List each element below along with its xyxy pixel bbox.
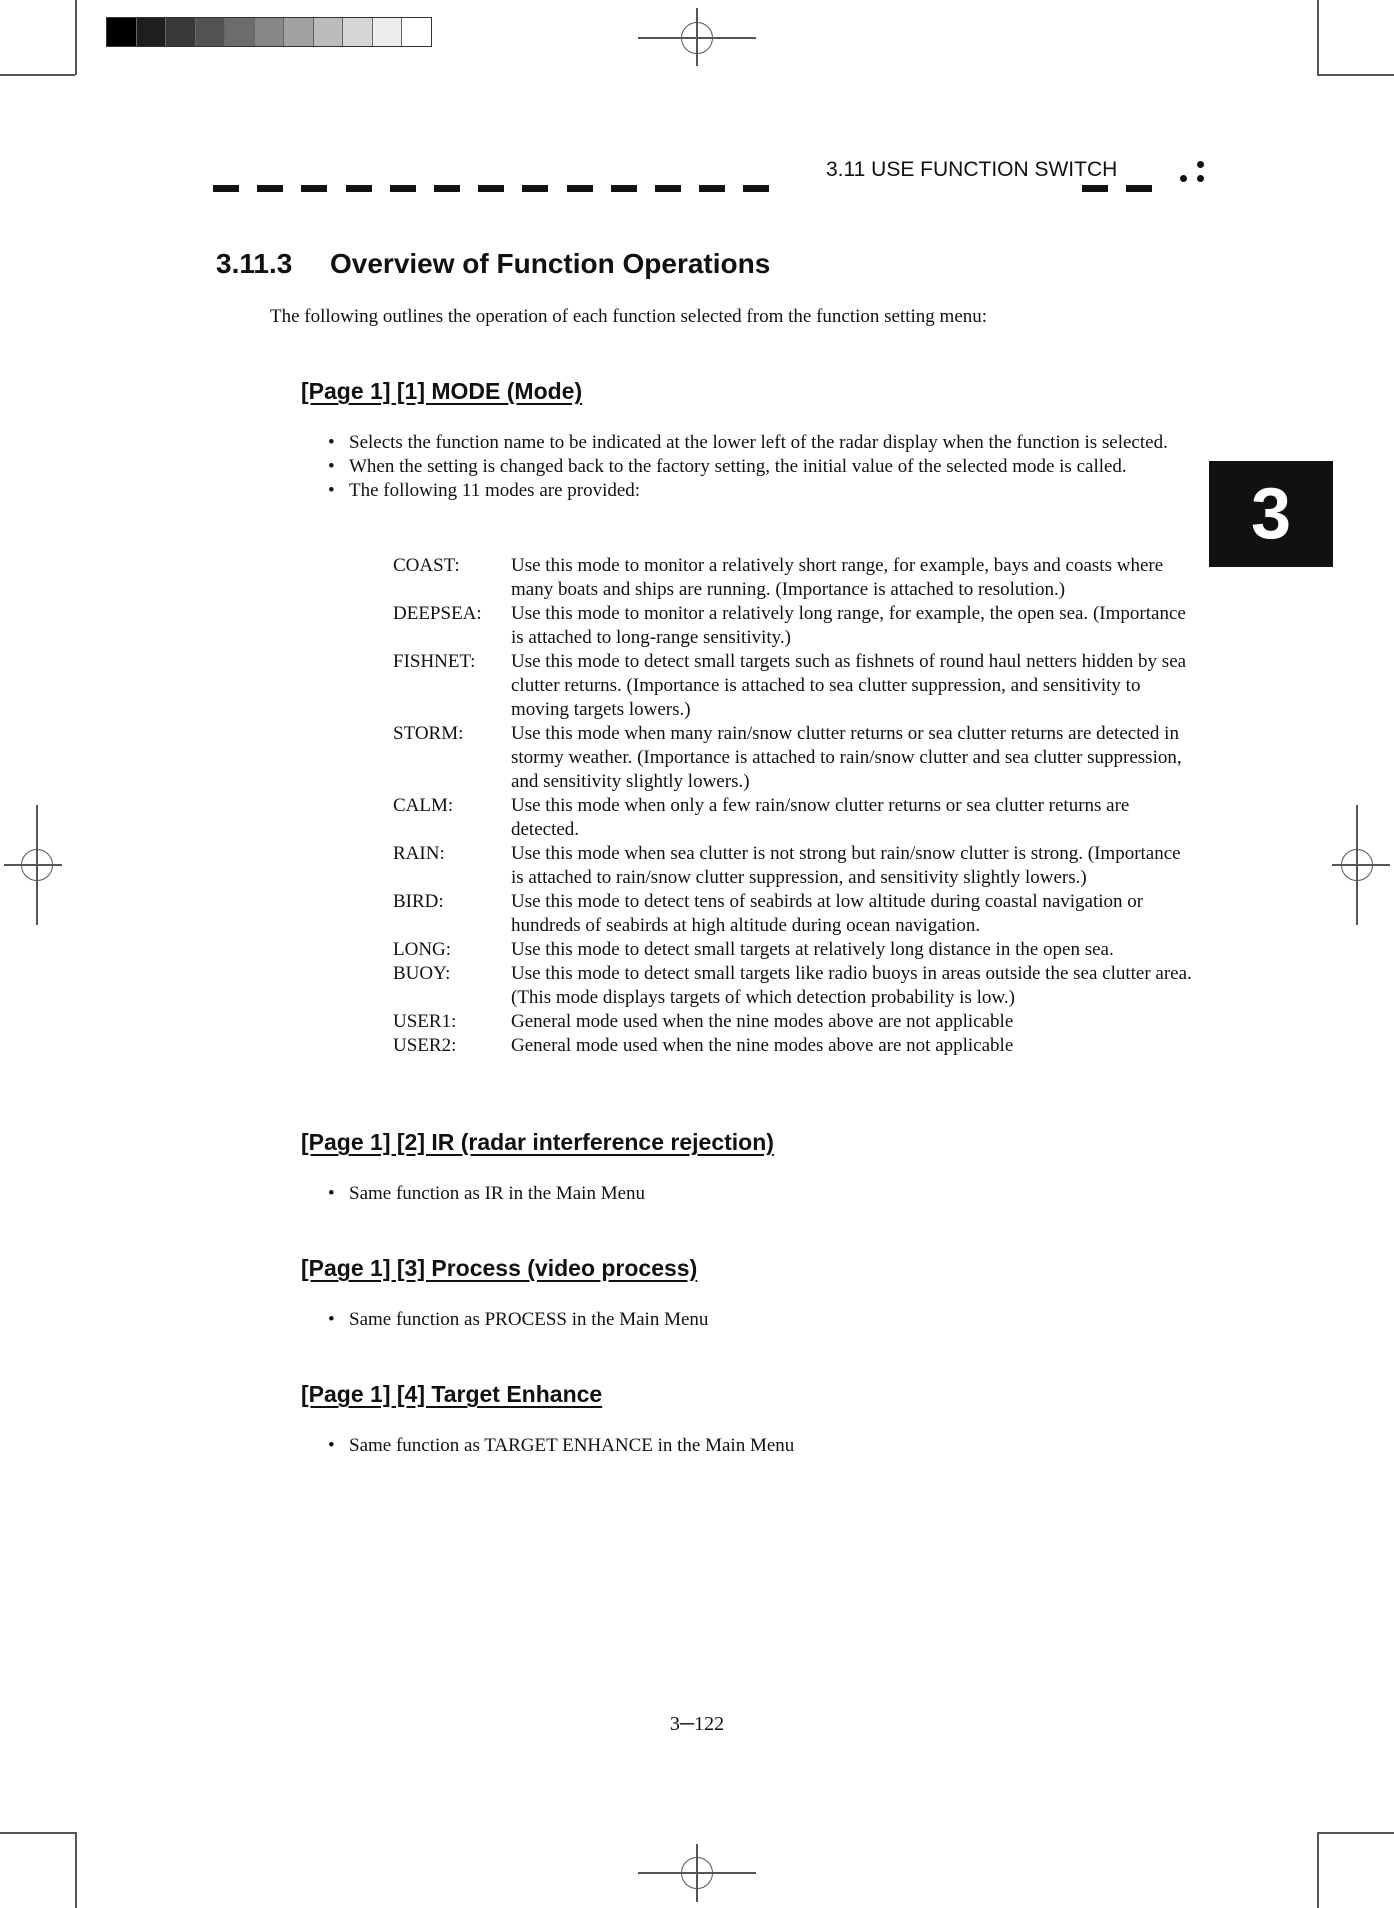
mode-row-rain [393, 842, 1193, 890]
mode-description: Use this mode to monitor a relatively short range, for example, bays and coasts where many boats and ships are running. (Importance is attached to resolution.) [511, 555, 1164, 600]
grayscale-swatch [136, 18, 166, 46]
mode-description: Use this mode to monitor a relatively long range, for example, the open sea. (Importance is attached to long-range sensitivity.) [511, 603, 1186, 648]
mode-name: COAST: [393, 555, 460, 576]
header-dash [611, 185, 637, 192]
mode-name: CALM: [393, 795, 454, 816]
mode-name: LONG: [393, 939, 452, 960]
list-item: • Same function as PROCESS in the Main Menu [328, 1308, 1198, 1332]
target-enhance-bullets [328, 1434, 1198, 1458]
mode-row-calm [393, 794, 1193, 842]
list-item: • When the setting is changed back to the factory setting, the initial value of the selected mode is called. [328, 455, 1198, 479]
page-number: 3─122 [669, 1713, 725, 1735]
header-dash [434, 185, 460, 192]
list-item: • Selects the function name to be indicated at the lower left of the radar display when the function is selected. [328, 431, 1198, 455]
process-bullets [328, 1308, 1198, 1332]
mode-description: Use this mode when sea clutter is not strong but rain/snow clutter is strong. (Importance is attached to rain/snow clutter suppression, and sensitivity slightly lowers.) [511, 843, 1181, 888]
target-enhance-heading: [Page 1] [4] Target Enhance [301, 1381, 603, 1407]
list-item: • Same function as IR in the Main Menu [328, 1182, 1198, 1206]
grayscale-swatch [401, 18, 431, 46]
mode-name: BUOY: [393, 963, 451, 984]
mode-description: Use this mode when many rain/snow clutter returns or sea clutter returns are detected in stormy weather. (Importance is attached to rain/snow clutter and sea clutter suppression, and sensitivity slightly lowers.) [511, 723, 1182, 792]
header-dash [346, 185, 372, 192]
grayscale-swatch [254, 18, 284, 46]
mode-name: RAIN: [393, 843, 445, 864]
header-dash [213, 185, 239, 192]
mode-name: USER2: [393, 1035, 457, 1056]
mode-list [393, 554, 1193, 1058]
mode-row-buoy [393, 962, 1193, 1010]
header-dash [567, 185, 593, 192]
mode-name: USER1: [393, 1011, 457, 1032]
mode-row-deepsea [393, 602, 1193, 650]
mode-name: BIRD: [393, 891, 444, 912]
section-number: 3.11.3 [216, 248, 293, 279]
mode-row-user2 [393, 1034, 1193, 1058]
header-dash [655, 185, 681, 192]
mode-row-fishnet [393, 650, 1193, 722]
list-item: • The following 11 modes are provided: [328, 479, 1198, 503]
section-intro: The following outlines the operation of each function selected from the function setting menu: [270, 306, 988, 327]
grayscale-swatch [342, 18, 372, 46]
header-dash [1126, 185, 1152, 192]
mode-bullets [328, 431, 1198, 503]
mode-row-long [393, 938, 1193, 962]
header-dash [1082, 185, 1108, 192]
grayscale-swatch [107, 18, 136, 46]
grayscale-bar [106, 17, 432, 47]
mode-row-bird [393, 890, 1193, 938]
chapter-tab: 3 [1209, 461, 1333, 567]
grayscale-swatch [313, 18, 343, 46]
mode-row-storm [393, 722, 1193, 794]
mode-description: Use this mode to detect small targets at relatively long distance in the open sea. [511, 939, 1114, 960]
mode-row-user1 [393, 1010, 1193, 1034]
mode-name: STORM: [393, 723, 464, 744]
process-heading: [Page 1] [3] Process (video process) [301, 1255, 698, 1281]
running-header: 3.11 USE FUNCTION SWITCH [826, 158, 1118, 181]
section-title: Overview of Function Operations [330, 248, 771, 279]
ir-heading: [Page 1] [2] IR (radar interference rejection) [301, 1129, 774, 1155]
grayscale-swatch [224, 18, 254, 46]
grayscale-swatch [283, 18, 313, 46]
mode-description: General mode used when the nine modes above are not applicable [511, 1011, 1014, 1032]
header-dash [478, 185, 504, 192]
mode-description: Use this mode to detect small targets like radio buoys in areas outside the sea clutter area. (This mode displays targets of which detection probability is low.) [511, 963, 1192, 1008]
list-item: • Same function as TARGET ENHANCE in the Main Menu [328, 1434, 1198, 1458]
mode-description: General mode used when the nine modes above are not applicable [511, 1035, 1014, 1056]
header-dash [699, 185, 725, 192]
mode-description: Use this mode to detect small targets such as fishnets of round haul netters hidden by sea clutter returns. (Importance is attached to sea clutter suppression, and sensitivity to moving targets lowers.) [511, 651, 1187, 720]
header-dash [257, 185, 283, 192]
mode-name: FISHNET: [393, 651, 476, 672]
header-dash [522, 185, 548, 192]
ir-bullets [328, 1182, 1198, 1206]
mode-row-coast [393, 554, 1193, 602]
header-dash [390, 185, 416, 192]
section-heading [216, 248, 770, 280]
mode-description: Use this mode when only a few rain/snow clutter returns or sea clutter returns are detected. [511, 795, 1130, 840]
grayscale-swatch [165, 18, 195, 46]
header-dash [743, 185, 769, 192]
mode-heading: [Page 1] [1] MODE (Mode) [301, 378, 583, 404]
mode-description: Use this mode to detect tens of seabirds at low altitude during coastal navigation or hundreds of seabirds at high altitude during ocean navigation. [511, 891, 1144, 936]
grayscale-swatch [195, 18, 225, 46]
mode-name: DEEPSEA: [393, 603, 482, 624]
grayscale-swatch [372, 18, 402, 46]
header-dash [301, 185, 327, 192]
